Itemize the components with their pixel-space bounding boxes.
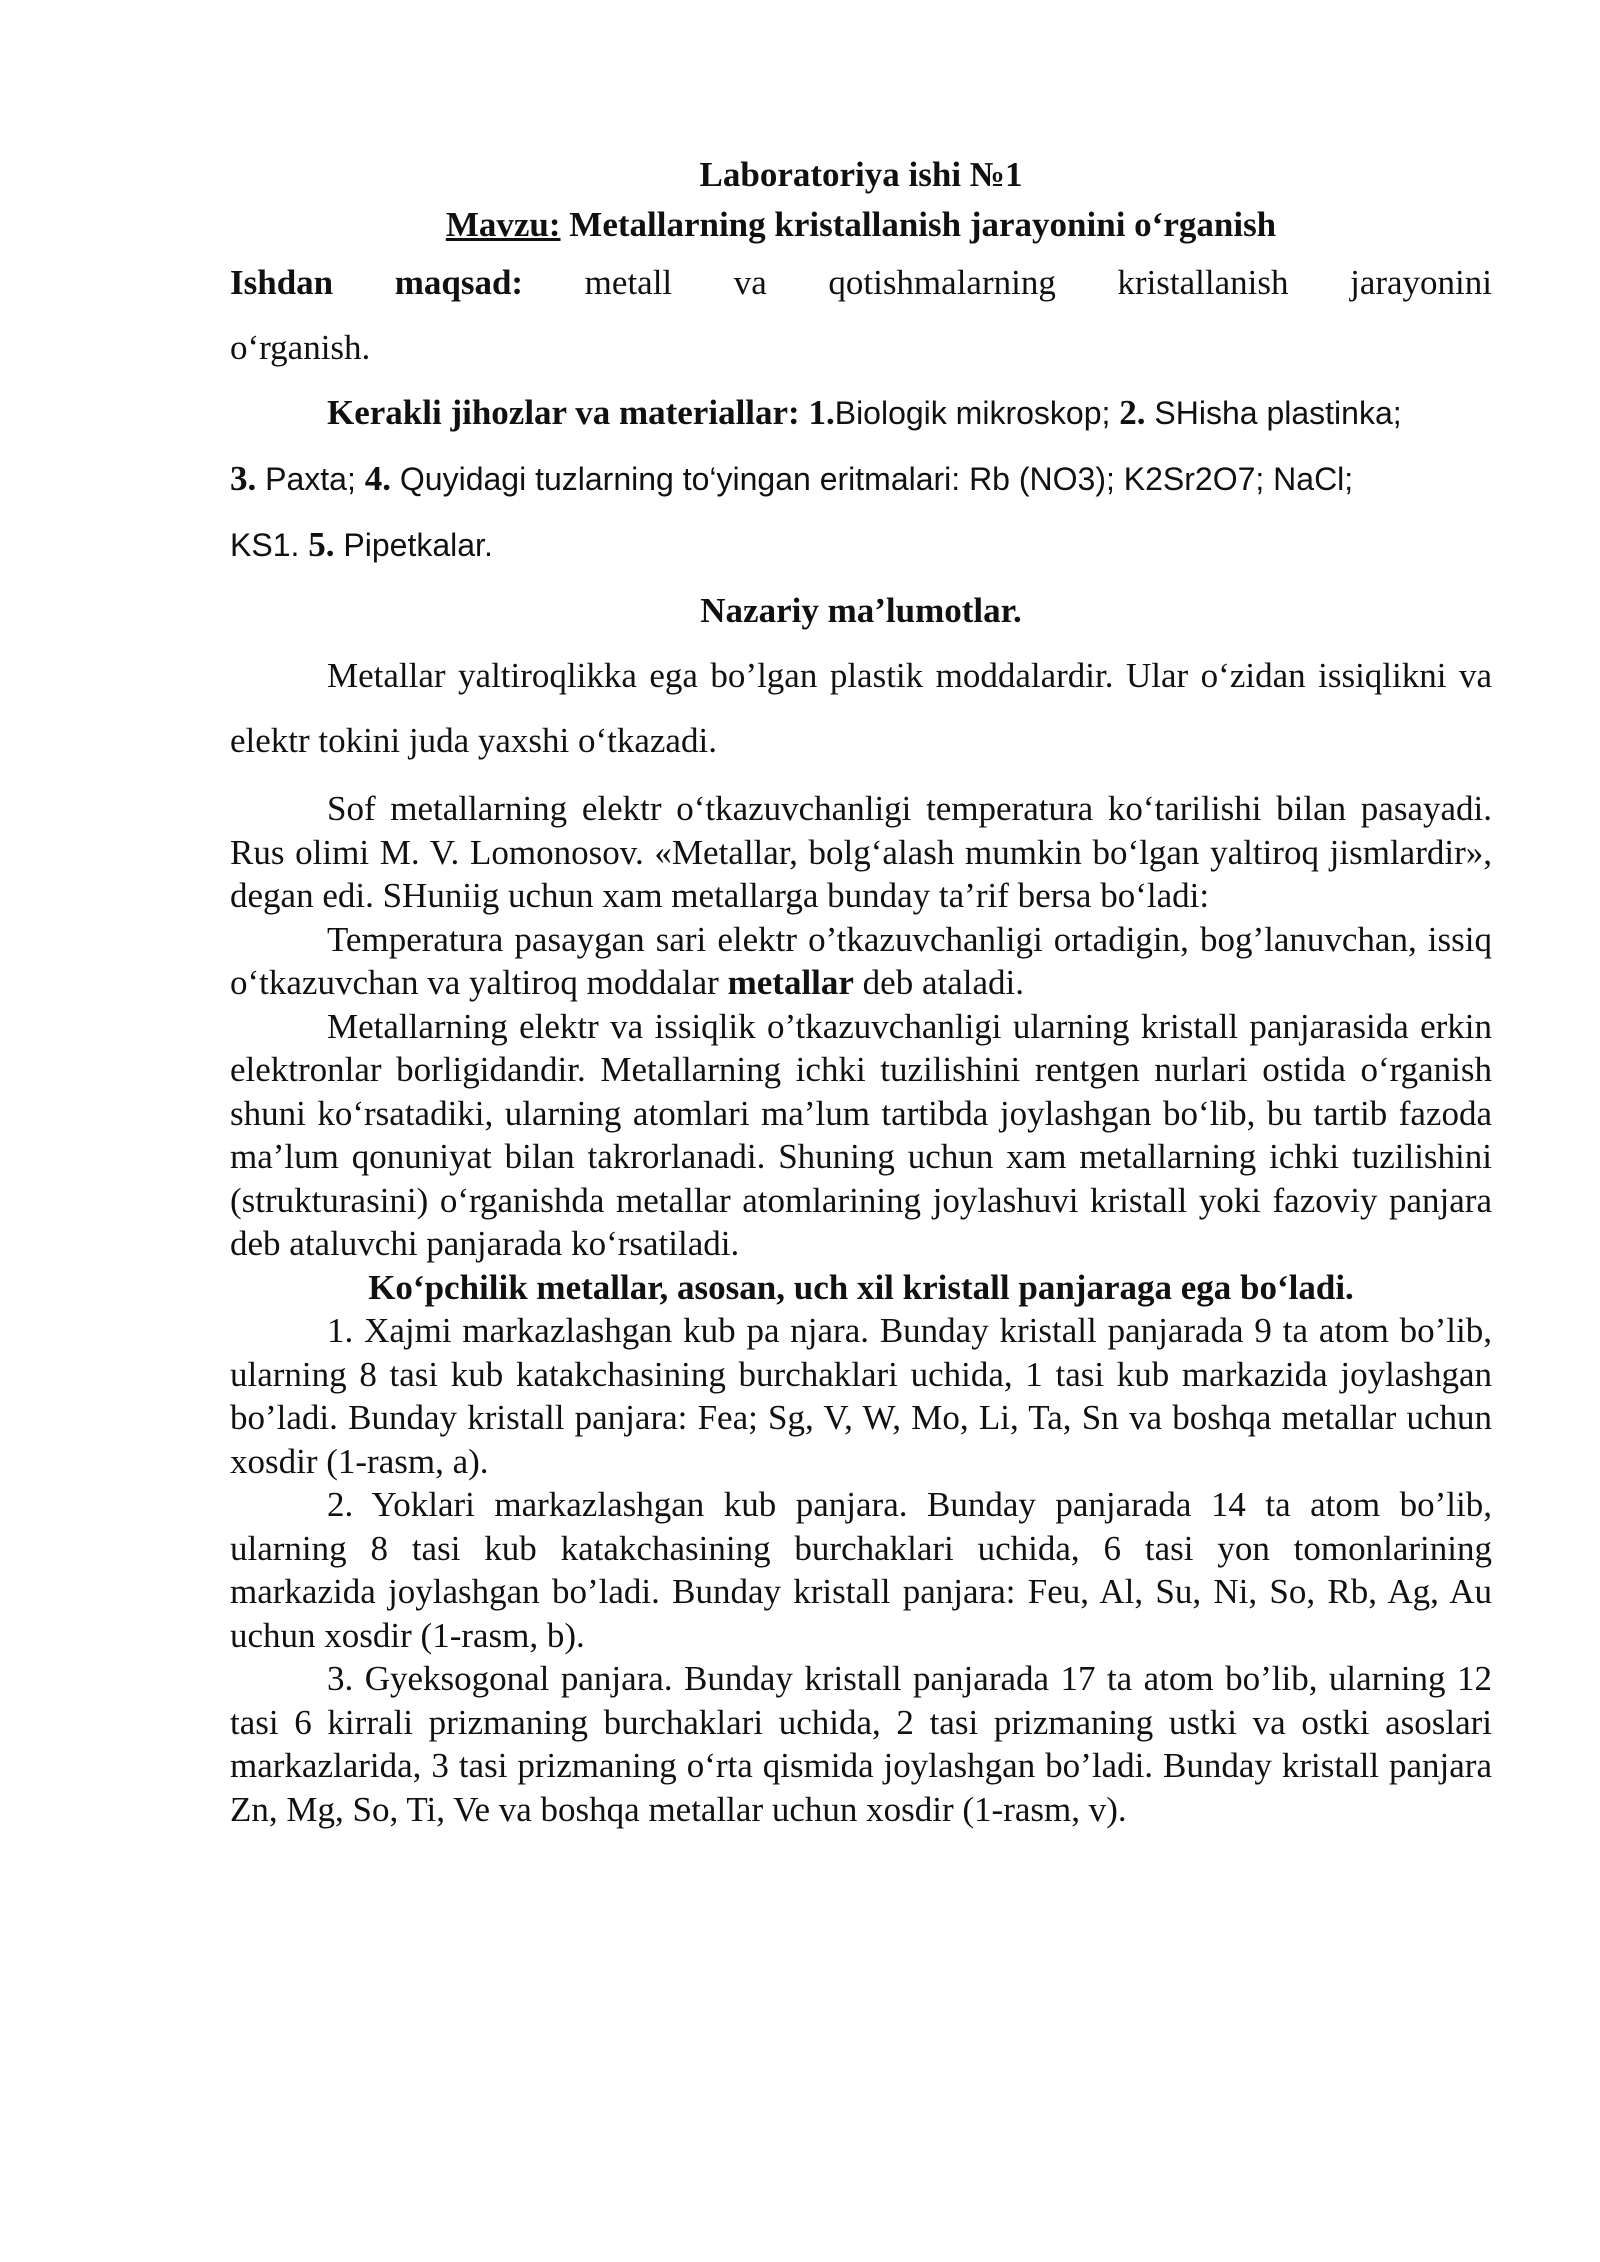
equipment-num-3: 3. (230, 459, 257, 498)
metals-term-before: Temperatura pasaygan sari elektr o’tkazuvchanligi ortadigin, bog’lanuvchan, issiq o‘tkazuvchan va yaltiroq moddalar (230, 919, 1492, 1002)
paragraph-metals-term (230, 918, 1492, 1005)
document-title: Laboratoriya ishi №1 (699, 155, 1023, 194)
paragraph-lattice-structure: Metallarning elektr va issiqlik o’tkazuvchanligi ularning kristall panjarasida erkin elektronlar borligidandir. Metallarning ichki tuzilishini rentgen nurlari ostida o‘rganish shuni ko‘rsatadiki, ularning atomlari ma’lum tartibda joylashgan bo‘lib, bu tartib fazoda ma’lum qonuniyat bilan takrorlanadi. Shuning uchun xam metallarning ichki tuzilishini (strukturasini) o‘rganishda metallar atomlarining joylashuvi kristall yoki fazoviy panjara deb ataluvchi panjarada ko‘rsatiladi. (230, 1006, 1492, 1263)
metals-term-after: deb ataladi. (853, 963, 1024, 1002)
equipment-num-4: 4. (364, 459, 391, 498)
paragraph-conductivity: Sof metallarning elektr o‘tkazuvchanligi temperatura ko‘tarilishi bilan pasayadi. Rus olimi M. V. Lomonosov. «Metallar, bolg‘alash mumkin bo‘lgan yaltiroq jismlardir», degan edi. SHuniig uchun xam metallarga bunday ta’rif bersa bo‘ladi: (230, 789, 1492, 915)
lattice-type-1: 1. Xajmi markazlashgan kub pa njara. Bunday kristall panjarada 9 ta atom bo’lib, ularning 8 tasi kub katakchasining burchaklari uchida, 1 tasi kub markazida joylashgan bo’ladi. Bunday kristall panjara: Fea; Sg, V, W, Mo, Li, Ta, Sn va boshqa metallar uchun xosdir (1-rasm, a). (230, 1311, 1492, 1481)
document-page (230, 150, 1492, 1831)
equipment-item-5-prefix: KS1. (230, 527, 309, 563)
metals-term-bold: metallar (727, 963, 854, 1002)
equipment-item-4: Quyidagi tuzlarning to‘yingan eritmalari: Rb (NO3); K2Sr2O7; NaCl; (391, 461, 1354, 497)
goal-text: metall va qotishmalarning kristallanish jarayonini (523, 263, 1492, 302)
theory-heading: Nazariy ma’lumotlar. (700, 591, 1022, 630)
topic-text: Metallarning kristallanish jarayonini o‘rganish (560, 205, 1277, 244)
equipment-item-1: Biologik mikroskop; (834, 395, 1120, 431)
equipment-paragraph (230, 380, 1492, 578)
goal-label: Ishdan maqsad: (230, 263, 524, 302)
goal-tail: o‘rganish. (230, 328, 371, 367)
paragraph-metals-definition: Metallar yaltiroqlikka ega bo’lgan plastik moddalardir. Ular o‘zidan issiqlikni va elektr tokini juda yaxshi o‘tkazadi. (230, 656, 1492, 760)
equipment-item-3: Paxta; (256, 461, 365, 497)
equipment-num-1: 1. (799, 393, 835, 432)
equipment-num-2: 2. (1119, 393, 1146, 432)
equipment-label: Kerakli jihozlar va materiallar: (327, 393, 800, 432)
equipment-num-5: 5. (308, 525, 335, 564)
lattice-type-3: 3. Gyeksogonal panjara. Bunday kristall panjarada 17 ta atom bo’lib, ularning 12 tasi 6 kirrali prizmaning burchaklari uchida, 2 tasi prizmaning ustki va ostki asoslari markazlarida, 3 tasi prizmaning o‘rta qismida joylashgan bo’ladi. Bunday kristall panjara Zn, Mg, So, Ti, Ve va boshqa metallar uchun xosdir (1-rasm, v). (230, 1659, 1492, 1829)
topic-label: Mavzu: (445, 205, 561, 244)
lattice-types-heading: Ko‘pchilik metallar, asosan, uch xil kristall panjaraga ega bo‘ladi. (368, 1267, 1354, 1307)
topic-line (230, 200, 1492, 250)
goal-line (230, 250, 1492, 315)
lattice-type-2: 2. Yoklari markazlashgan kub panjara. Bunday panjarada 14 ta atom bo’lib, ularning 8 tasi kub katakchasining burchaklari uchida, 6 tasi yon tomonlarining markazida joylashgan bo’ladi. Bunday kristall panjara: Feu, Al, Su, Ni, So, Rb, Ag, Au uchun xosdir (1-rasm, b). (230, 1485, 1492, 1655)
equipment-item-5: Pipetkalar. (334, 527, 493, 563)
equipment-item-2: SHisha plastinka; (1145, 395, 1402, 431)
